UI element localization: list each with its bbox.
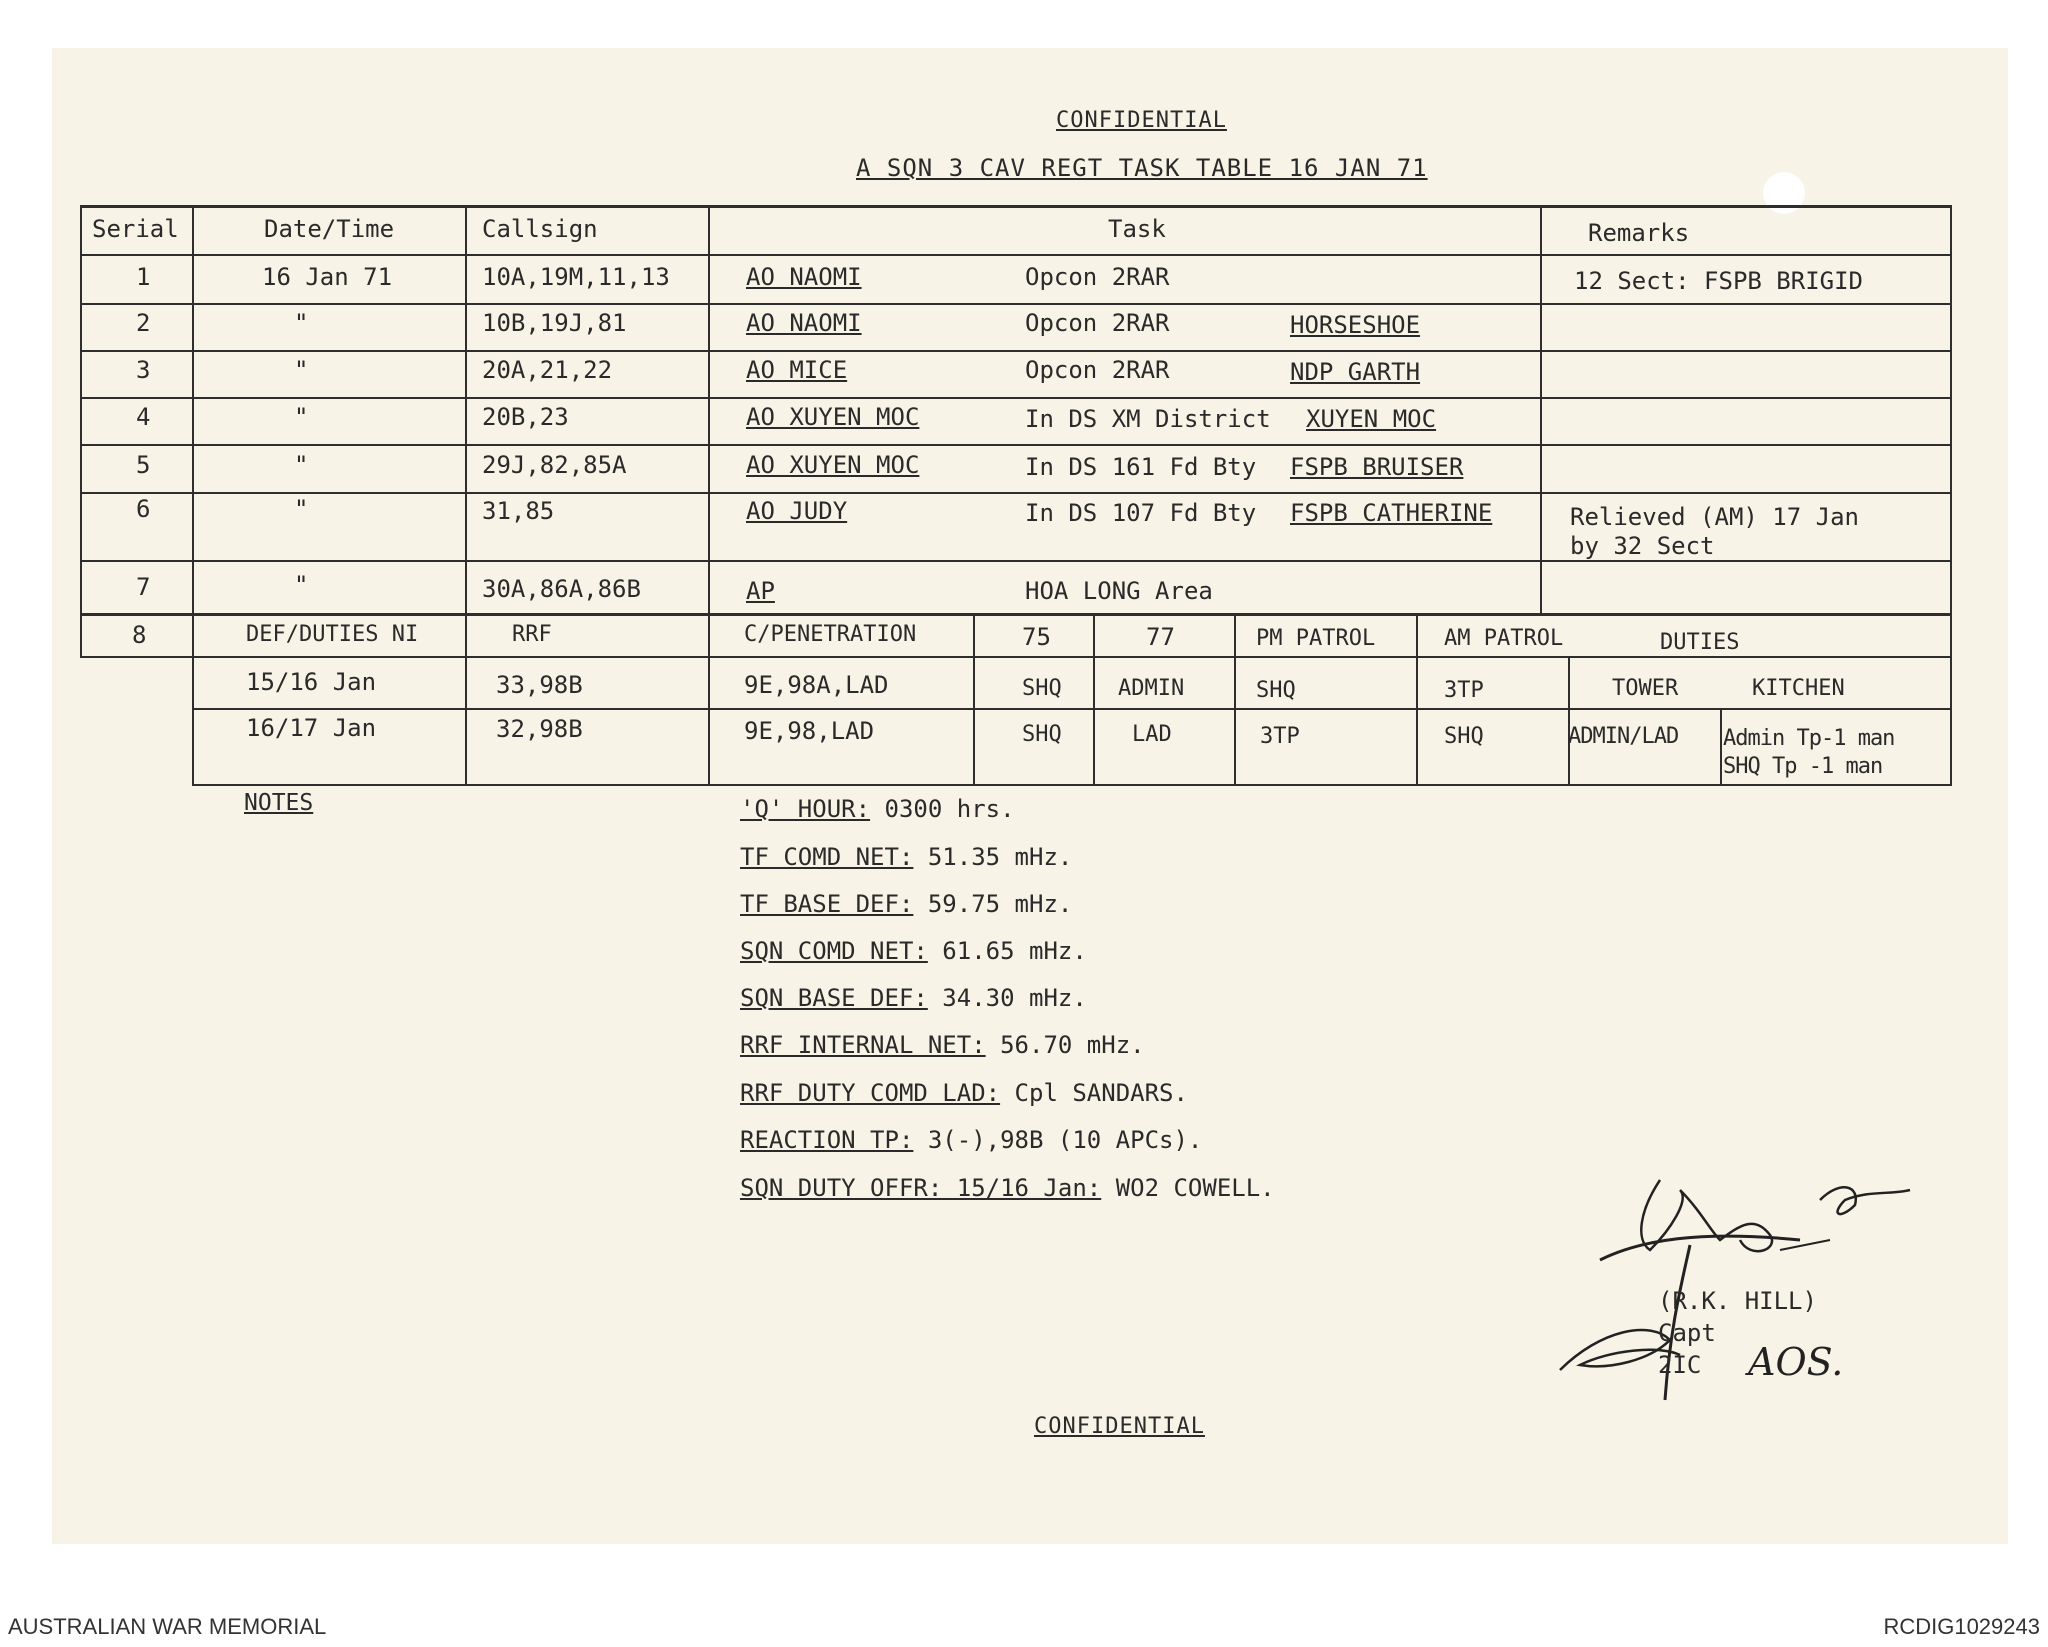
note-item: RRF INTERNAL NET: 56.70 mHz. [740, 1031, 1145, 1059]
header-kitchen: KITCHEN [1752, 676, 1845, 701]
row-date: " [294, 309, 309, 337]
note-item: RRF DUTY COMD LAD: Cpl SANDARS. [740, 1079, 1188, 1107]
row-am-patrol: SHQ [1444, 724, 1484, 749]
row-77: LAD [1132, 722, 1172, 747]
row-serial: 1 [136, 263, 151, 291]
page-title: A SQN 3 CAV REGT TASK TABLE 16 JAN 71 [856, 154, 1428, 182]
notes-heading: NOTES [244, 790, 314, 816]
row-c-penetration: 9E,98A,LAD [744, 671, 889, 699]
row-task: In DS 161 Fd Bty [1025, 453, 1257, 481]
row-serial: 6 [136, 495, 151, 523]
header-callsign: Callsign [482, 215, 598, 243]
header-am-patrol: AM PATROL [1444, 626, 1564, 651]
row-task: In DS 107 Fd Bty [1025, 499, 1257, 527]
row-location: FSPB CATHERINE [1290, 499, 1493, 527]
row-serial: 4 [136, 403, 151, 431]
row-callsign: 20B,23 [482, 403, 569, 431]
row-callsign: 30A,86A,86B [482, 575, 641, 603]
row-serial: 7 [136, 573, 151, 601]
row-callsign: 10A,19M,11,13 [482, 263, 670, 291]
row-date: 15/16 Jan [246, 668, 377, 696]
row-callsign: 29J,82,85A [482, 451, 627, 479]
row-kitchen-line2: SHQ Tp -1 man [1723, 754, 1883, 779]
header-c-penetration: C/PENETRATION [744, 622, 917, 647]
row-pm-patrol: 3TP [1260, 724, 1300, 749]
row-date: " [294, 451, 309, 479]
row-area: AO XUYEN MOC [746, 403, 920, 431]
row-remarks-line2: by 32 Sect [1570, 532, 1715, 560]
row-pm-patrol: SHQ [1256, 678, 1296, 703]
row-remarks: Relieved (AM) 17 Jan [1570, 503, 1859, 531]
signatory-name: (R.K. HILL) [1658, 1287, 1817, 1315]
row-serial: 5 [136, 451, 151, 479]
row-area: AO XUYEN MOC [746, 451, 920, 479]
row-date: 16/17 Jan [246, 714, 377, 742]
row-serial: 8 [132, 621, 147, 649]
note-item: SQN DUTY OFFR: 15/16 Jan: WO2 COWELL. [740, 1174, 1275, 1202]
note-item: TF COMD NET: 51.35 mHz. [740, 843, 1073, 871]
header-pm-patrol: PM PATROL [1256, 626, 1376, 651]
row-area: AO NAOMI [746, 309, 862, 337]
note-item: TF BASE DEF: 59.75 mHz. [740, 890, 1073, 918]
header-75: 75 [1022, 623, 1051, 651]
row-date: 16 Jan 71 [262, 263, 393, 291]
note-item: REACTION TP: 3(-),98B (10 APCs). [740, 1126, 1203, 1154]
row-serial: 3 [136, 356, 151, 384]
header-rrf: RRF [512, 622, 552, 647]
row-callsign: 20A,21,22 [482, 356, 613, 384]
classification-bottom: CONFIDENTIAL [1034, 1414, 1205, 1439]
footer-catalog-id: RCDIG1029243 [1883, 1614, 2040, 1639]
row-task: Opcon 2RAR [1025, 263, 1170, 291]
row-location: NDP GARTH [1290, 358, 1421, 386]
row-date: " [294, 403, 309, 431]
note-item: SQN COMD NET: 61.65 mHz. [740, 937, 1087, 965]
row-area: AO NAOMI [746, 263, 862, 291]
row-tower: ADMIN/LAD [1568, 724, 1679, 749]
row-task: HOA LONG Area [1025, 577, 1213, 605]
row-date: " [294, 495, 309, 523]
row-kitchen: Admin Tp-1 man [1723, 726, 1895, 751]
row-rrf: 32,98B [496, 715, 583, 743]
row-callsign: 10B,19J,81 [482, 309, 627, 337]
header-datetime: Date/Time [264, 215, 395, 243]
row-am-patrol: 3TP [1444, 678, 1484, 703]
signatory-rank: Capt [1658, 1319, 1716, 1347]
row-task: In DS XM District [1025, 405, 1271, 433]
signatory-appointment: 2IC [1658, 1351, 1702, 1379]
row-date: " [294, 571, 309, 599]
header-task: Task [1108, 215, 1166, 243]
header-duties: DUTIES [1660, 630, 1740, 655]
footer-source: AUSTRALIAN WAR MEMORIAL [8, 1614, 327, 1639]
header-remarks: Remarks [1588, 219, 1690, 247]
row-77: ADMIN [1118, 676, 1185, 701]
header-tower: TOWER [1612, 676, 1679, 701]
row-area: AO JUDY [746, 497, 848, 525]
row-75: SHQ [1022, 722, 1062, 747]
row-location: FSPB BRUISER [1290, 453, 1464, 481]
row-rrf: 33,98B [496, 671, 583, 699]
row-callsign: 31,85 [482, 497, 555, 525]
row-location: XUYEN MOC [1306, 405, 1437, 433]
row-area: AP [746, 577, 775, 605]
row-serial: 2 [136, 309, 151, 337]
row-date: " [294, 356, 309, 384]
row-task: Opcon 2RAR [1025, 309, 1170, 337]
note-item: SQN BASE DEF: 34.30 mHz. [740, 984, 1087, 1012]
header-77: 77 [1146, 623, 1175, 651]
header-def-duties: DEF/DUTIES NI [246, 622, 419, 647]
header-serial: Serial [92, 215, 179, 243]
row-75: SHQ [1022, 676, 1062, 701]
note-item: 'Q' HOUR: 0300 hrs. [740, 795, 1015, 823]
row-location: HORSESHOE [1290, 311, 1421, 339]
row-c-penetration: 9E,98,LAD [744, 717, 875, 745]
row-area: AO MICE [746, 356, 848, 384]
classification-top: CONFIDENTIAL [1056, 108, 1227, 133]
row-remarks: 12 Sect: FSPB BRIGID [1574, 267, 1863, 295]
row-task: Opcon 2RAR [1025, 356, 1170, 384]
handwritten-annotation: AOS. [1748, 1340, 1844, 1384]
